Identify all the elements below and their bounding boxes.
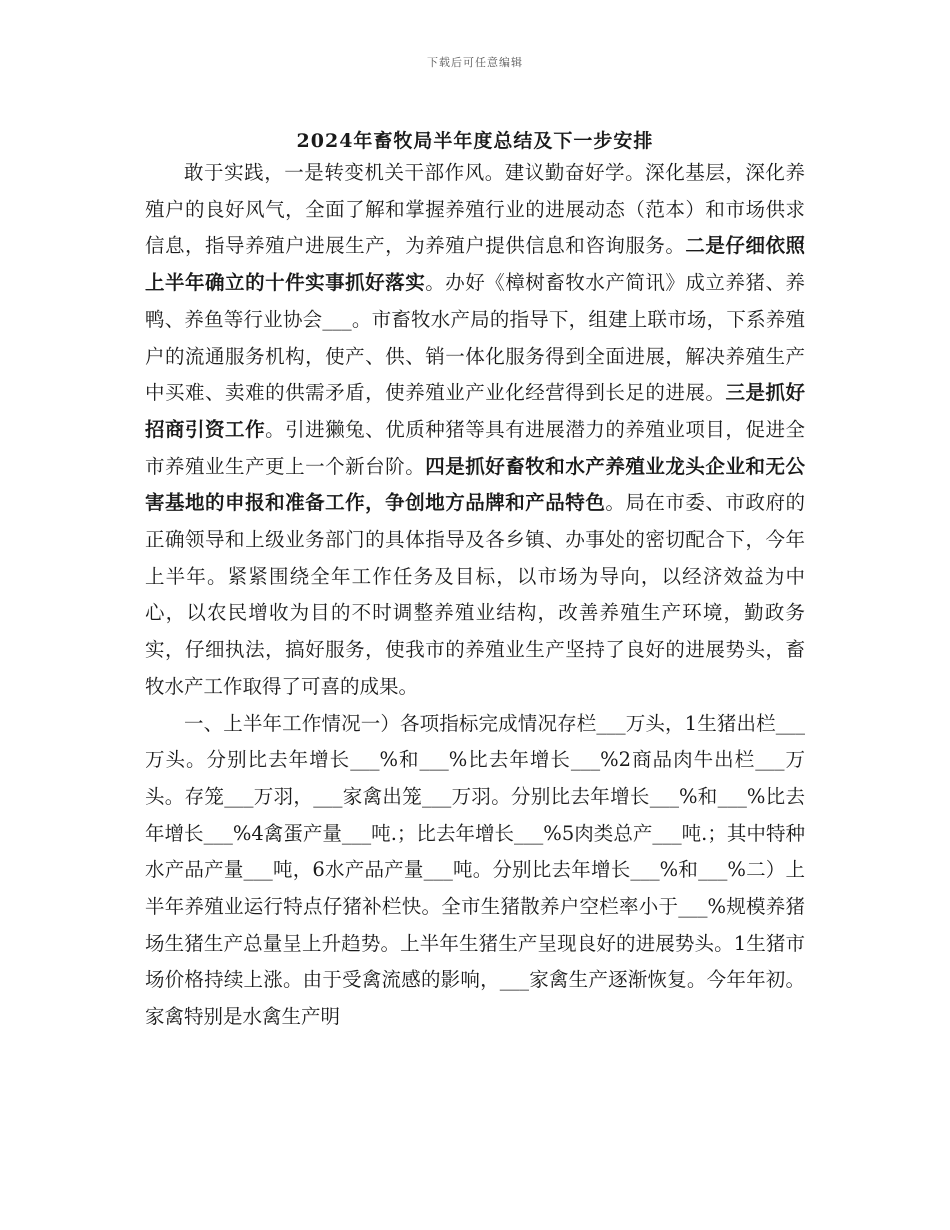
p1-text-3: 。引进獭兔、优质种猪等具有进展潜力的养殖业项目，促进全市养殖业生产更上一个新台阶。 (145, 417, 805, 478)
document-body (145, 155, 805, 1036)
p1-bold-1: 二是仔细依照上半年确立的十件实事抓好落实 (145, 234, 805, 295)
document-title: 2024年畜牧局半年度总结及下一步安排 (296, 130, 654, 152)
p1-text-4: 。局在市委、市政府的正确领导和上级业务部门的具体指导及各乡镇、办事处的密切配合下，今年上半年。紧紧围绕全年工作任务及目标，以市场为导向，以经济效益为中心，以农民增收为目的不时调整养殖业结构，改善养殖生产环境，勤政务实，仔细执法，搞好服务，使我市的养殖业生产坚持了良好的进展势头，畜牧水产工作取得了可喜的成果。 (145, 491, 805, 698)
p1-text-2: 。办好《樟树畜牧水产简讯》成立养猪、养鸭、养鱼等行业协会___。市畜牧水产局的指导下，组建上联市场，下系养殖户的流通服务机构，使产、供、销一体化服务得到全面进展，解决养殖生产中买难、卖难的供需矛盾，使养殖业产业化经营得到长足的进展。 (145, 271, 805, 405)
p1-text-1: 敢于实践，一是转变机关干部作风。建议勤奋好学。深化基层，深化养殖户的良好风气，全面了解和掌握养殖行业的进展动态（范本）和市场供求信息，指导养殖户进展生产，为养殖户提供信息和咨询服务。 (145, 161, 805, 258)
p1-bold-2: 三是抓好招商引资工作 (145, 381, 805, 441)
paragraph-1 (145, 155, 805, 706)
p1-bold-3: 四是抓好畜牧和水产养殖业龙头企业和无公害基地的申报和准备工作，争创地方品牌和产品特色 (145, 454, 805, 515)
paragraph-2: 一、上半年工作情况一）各项指标完成情况存栏___万头，1生猪出栏___万头。分别比去年增长___%和___%比去年增长___%2商品肉牛出栏___万头。存笼___万羽，___家禽出笼___万羽。分别比去年增长___%和___%比去年增长___%4禽蛋产量___吨.；比去年增长___%5肉类总产___吨.；其中特种水产品产量___吨，6水产品产量___吨。分别比去年增长___%和___%二）上半年养殖业运行特点仔猪补栏快。全市生猪散养户空栏率小于___%规模养猪场生猪生产总量呈上升趋势。上半年生猪生产呈现良好的进展势头。1生猪市场价格持续上涨。由于受禽流感的影响，___家禽生产逐渐恢复。今年年初。家禽特别是水禽生产明 (145, 711, 805, 1029)
header-note: 下载后可任意编辑 (427, 56, 523, 69)
